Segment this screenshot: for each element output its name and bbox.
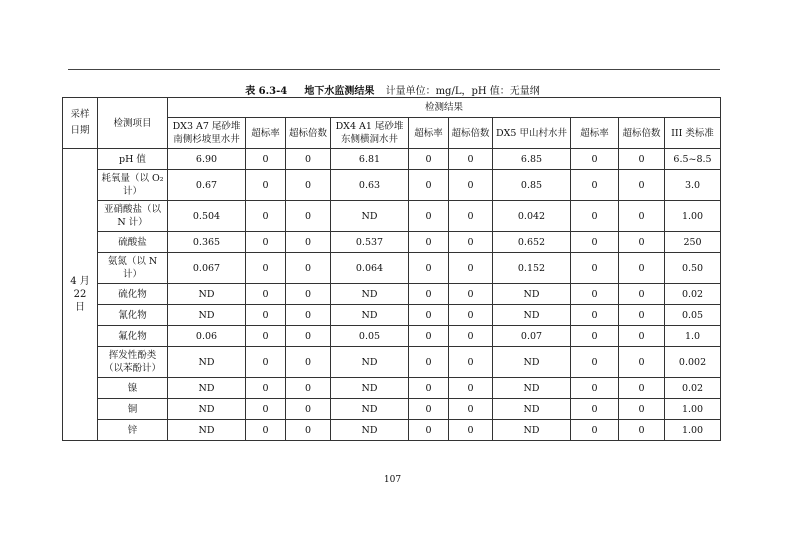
value-cell-dx4-exceed-rate: 0 [409,149,449,170]
column-header-dx5-exceed-multiple: 超标倍数 [619,118,665,149]
test-item-cell: 硫酸盐 [98,232,168,253]
value-cell-dx5-result: ND [493,284,571,305]
value-cell-dx4-exceed-multiple: 0 [449,232,493,253]
value-cell-dx4-exceed-rate: 0 [409,326,449,347]
value-cell-dx5-exceed-rate: 0 [571,378,619,399]
value-cell-dx5-result: 6.85 [493,149,571,170]
value-cell-dx5-exceed-multiple: 0 [619,420,665,441]
test-item-cell: 耗氧量（以 O₂ 计） [98,170,168,201]
table-row [63,420,721,441]
value-cell-dx3-exceed-multiple: 0 [286,201,331,232]
value-cell-dx3-result: ND [168,378,246,399]
column-header-class-iii-standard: III 类标准 [665,118,721,149]
test-item-cell: 锌 [98,420,168,441]
value-cell-dx4-result: 0.537 [331,232,409,253]
value-cell-class-iii-standard: 0.50 [665,253,721,284]
test-item-cell: 硫化物 [98,284,168,305]
value-cell-dx4-exceed-rate: 0 [409,305,449,326]
value-cell-dx3-exceed-rate: 0 [246,149,286,170]
value-cell-class-iii-standard: 3.0 [665,170,721,201]
caption-number: 表 6.3-4 [245,86,288,97]
value-cell-dx5-exceed-multiple: 0 [619,326,665,347]
value-cell-dx4-result: ND [331,201,409,232]
value-cell-dx5-exceed-multiple: 0 [619,201,665,232]
value-cell-dx5-result: ND [493,347,571,378]
value-cell-class-iii-standard: 0.05 [665,305,721,326]
value-cell-dx3-exceed-rate: 0 [246,201,286,232]
value-cell-dx3-exceed-rate: 0 [246,284,286,305]
test-item-cell: 氟化物 [98,326,168,347]
value-cell-dx4-result: ND [331,347,409,378]
value-cell-dx3-exceed-multiple: 0 [286,170,331,201]
table-caption [0,82,785,97]
column-header-dx3-exceed-multiple: 超标倍数 [286,118,331,149]
value-cell-dx4-exceed-rate: 0 [409,232,449,253]
value-cell-dx3-result: ND [168,347,246,378]
column-header-dx4-result: DX4 A1 尾砂堆东侧横洞水井 [331,118,409,149]
value-cell-dx4-result: ND [331,378,409,399]
value-cell-dx3-exceed-rate: 0 [246,420,286,441]
value-cell-dx5-exceed-rate: 0 [571,347,619,378]
sample-date-cell: 4 月 22 日 [63,149,98,441]
value-cell-dx3-exceed-multiple: 0 [286,399,331,420]
value-cell-dx4-exceed-multiple: 0 [449,347,493,378]
value-cell-dx4-exceed-rate: 0 [409,201,449,232]
header-results-group: 检测结果 [168,98,721,118]
value-cell-dx5-exceed-rate: 0 [571,420,619,441]
column-header-dx4-exceed-rate: 超标率 [409,118,449,149]
value-cell-dx4-exceed-rate: 0 [409,253,449,284]
table-row [63,378,721,399]
value-cell-dx5-exceed-rate: 0 [571,170,619,201]
column-header-dx3-result: DX3 A7 尾砂堆南侧杉坡里水井 [168,118,246,149]
value-cell-dx3-result: 0.365 [168,232,246,253]
value-cell-dx5-exceed-multiple: 0 [619,378,665,399]
value-cell-dx4-exceed-rate: 0 [409,399,449,420]
value-cell-class-iii-standard: 0.002 [665,347,721,378]
value-cell-dx3-exceed-multiple: 0 [286,305,331,326]
value-cell-dx5-exceed-multiple: 0 [619,232,665,253]
value-cell-dx5-exceed-multiple: 0 [619,399,665,420]
value-cell-dx5-result: 0.042 [493,201,571,232]
value-cell-dx4-exceed-multiple: 0 [449,284,493,305]
test-item-cell: 镍 [98,378,168,399]
value-cell-dx5-exceed-rate: 0 [571,232,619,253]
value-cell-dx3-result: 6.90 [168,149,246,170]
value-cell-dx4-result: 0.63 [331,170,409,201]
value-cell-dx4-result: ND [331,305,409,326]
caption-unit-note: 计量单位：mg/L，pH 值：无量纲 [385,86,540,97]
value-cell-class-iii-standard: 1.00 [665,201,721,232]
value-cell-class-iii-standard: 1.00 [665,399,721,420]
column-header-dx5-exceed-rate: 超标率 [571,118,619,149]
header-rule [68,69,720,70]
value-cell-dx4-exceed-rate: 0 [409,284,449,305]
value-cell-dx5-result: 0.652 [493,232,571,253]
value-cell-dx3-exceed-multiple: 0 [286,232,331,253]
value-cell-dx3-exceed-multiple: 0 [286,284,331,305]
value-cell-dx3-exceed-multiple: 0 [286,378,331,399]
page-number: 107 [383,475,402,485]
value-cell-dx3-exceed-rate: 0 [246,399,286,420]
value-cell-dx4-result: 0.05 [331,326,409,347]
header-row-1 [63,98,721,118]
table-row [63,305,721,326]
value-cell-class-iii-standard: 250 [665,232,721,253]
value-cell-dx5-exceed-rate: 0 [571,305,619,326]
value-cell-dx4-exceed-rate: 0 [409,378,449,399]
value-cell-dx4-result: 0.064 [331,253,409,284]
value-cell-dx4-exceed-multiple: 0 [449,170,493,201]
value-cell-dx5-exceed-multiple: 0 [619,170,665,201]
value-cell-dx4-exceed-multiple: 0 [449,149,493,170]
value-cell-dx5-exceed-multiple: 0 [619,284,665,305]
value-cell-dx4-exceed-rate: 0 [409,420,449,441]
header-test-item: 检测项目 [98,98,168,149]
test-item-cell: 氨氮（以 N 计） [98,253,168,284]
value-cell-dx5-exceed-rate: 0 [571,284,619,305]
value-cell-dx5-exceed-rate: 0 [571,399,619,420]
value-cell-dx3-exceed-multiple: 0 [286,347,331,378]
value-cell-dx3-result: 0.067 [168,253,246,284]
value-cell-dx3-result: ND [168,420,246,441]
column-header-dx4-exceed-multiple: 超标倍数 [449,118,493,149]
value-cell-class-iii-standard: 6.5~8.5 [665,149,721,170]
test-item-cell: pH 值 [98,149,168,170]
value-cell-dx3-exceed-rate: 0 [246,378,286,399]
table-row [63,201,721,232]
table-row [63,232,721,253]
value-cell-dx3-result: 0.06 [168,326,246,347]
value-cell-dx3-exceed-rate: 0 [246,347,286,378]
value-cell-dx4-result: ND [331,284,409,305]
value-cell-dx5-exceed-multiple: 0 [619,149,665,170]
value-cell-dx4-result: ND [331,420,409,441]
value-cell-dx4-exceed-multiple: 0 [449,253,493,284]
value-cell-dx4-exceed-multiple: 0 [449,305,493,326]
table-row [63,284,721,305]
value-cell-dx3-exceed-rate: 0 [246,232,286,253]
header-sample-date: 采样日期 [63,98,98,149]
value-cell-dx3-exceed-multiple: 0 [286,253,331,284]
value-cell-dx3-exceed-rate: 0 [246,253,286,284]
value-cell-dx5-result: 0.07 [493,326,571,347]
value-cell-dx5-exceed-rate: 0 [571,326,619,347]
caption-title: 地下水监测结果 [304,86,375,97]
value-cell-class-iii-standard: 1.0 [665,326,721,347]
value-cell-dx4-exceed-rate: 0 [409,170,449,201]
value-cell-dx3-result: ND [168,399,246,420]
value-cell-dx5-exceed-rate: 0 [571,149,619,170]
value-cell-dx3-exceed-rate: 0 [246,326,286,347]
value-cell-dx5-result: ND [493,420,571,441]
value-cell-dx5-result: 0.85 [493,170,571,201]
test-item-cell: 亚硝酸盐（以 N 计） [98,201,168,232]
value-cell-dx4-result: ND [331,399,409,420]
table-row [63,347,721,378]
value-cell-dx4-exceed-multiple: 0 [449,378,493,399]
value-cell-class-iii-standard: 0.02 [665,378,721,399]
table-row [63,253,721,284]
value-cell-dx5-result: 0.152 [493,253,571,284]
value-cell-dx3-exceed-multiple: 0 [286,326,331,347]
table-row [63,149,721,170]
value-cell-dx4-exceed-multiple: 0 [449,399,493,420]
value-cell-dx5-result: ND [493,378,571,399]
value-cell-dx5-exceed-rate: 0 [571,201,619,232]
value-cell-dx5-exceed-rate: 0 [571,253,619,284]
value-cell-dx3-result: 0.504 [168,201,246,232]
test-item-cell: 氰化物 [98,305,168,326]
table-row [63,399,721,420]
value-cell-dx4-exceed-multiple: 0 [449,420,493,441]
value-cell-class-iii-standard: 0.02 [665,284,721,305]
column-header-dx5-result: DX5 甲山村水井 [493,118,571,149]
value-cell-dx3-exceed-multiple: 0 [286,149,331,170]
value-cell-dx3-result: ND [168,284,246,305]
groundwater-results-table [62,97,721,441]
test-item-cell: 挥发性酚类（以苯酚计） [98,347,168,378]
value-cell-dx5-result: ND [493,399,571,420]
value-cell-dx3-result: ND [168,305,246,326]
value-cell-dx4-result: 6.81 [331,149,409,170]
value-cell-class-iii-standard: 1.00 [665,420,721,441]
value-cell-dx4-exceed-rate: 0 [409,347,449,378]
value-cell-dx3-exceed-rate: 0 [246,305,286,326]
value-cell-dx3-result: 0.67 [168,170,246,201]
column-header-dx3-exceed-rate: 超标率 [246,118,286,149]
value-cell-dx4-exceed-multiple: 0 [449,201,493,232]
value-cell-dx5-result: ND [493,305,571,326]
value-cell-dx3-exceed-multiple: 0 [286,420,331,441]
table-row [63,326,721,347]
value-cell-dx5-exceed-multiple: 0 [619,305,665,326]
value-cell-dx5-exceed-multiple: 0 [619,253,665,284]
table-row [63,170,721,201]
value-cell-dx5-exceed-multiple: 0 [619,347,665,378]
value-cell-dx4-exceed-multiple: 0 [449,326,493,347]
test-item-cell: 铜 [98,399,168,420]
value-cell-dx3-exceed-rate: 0 [246,170,286,201]
